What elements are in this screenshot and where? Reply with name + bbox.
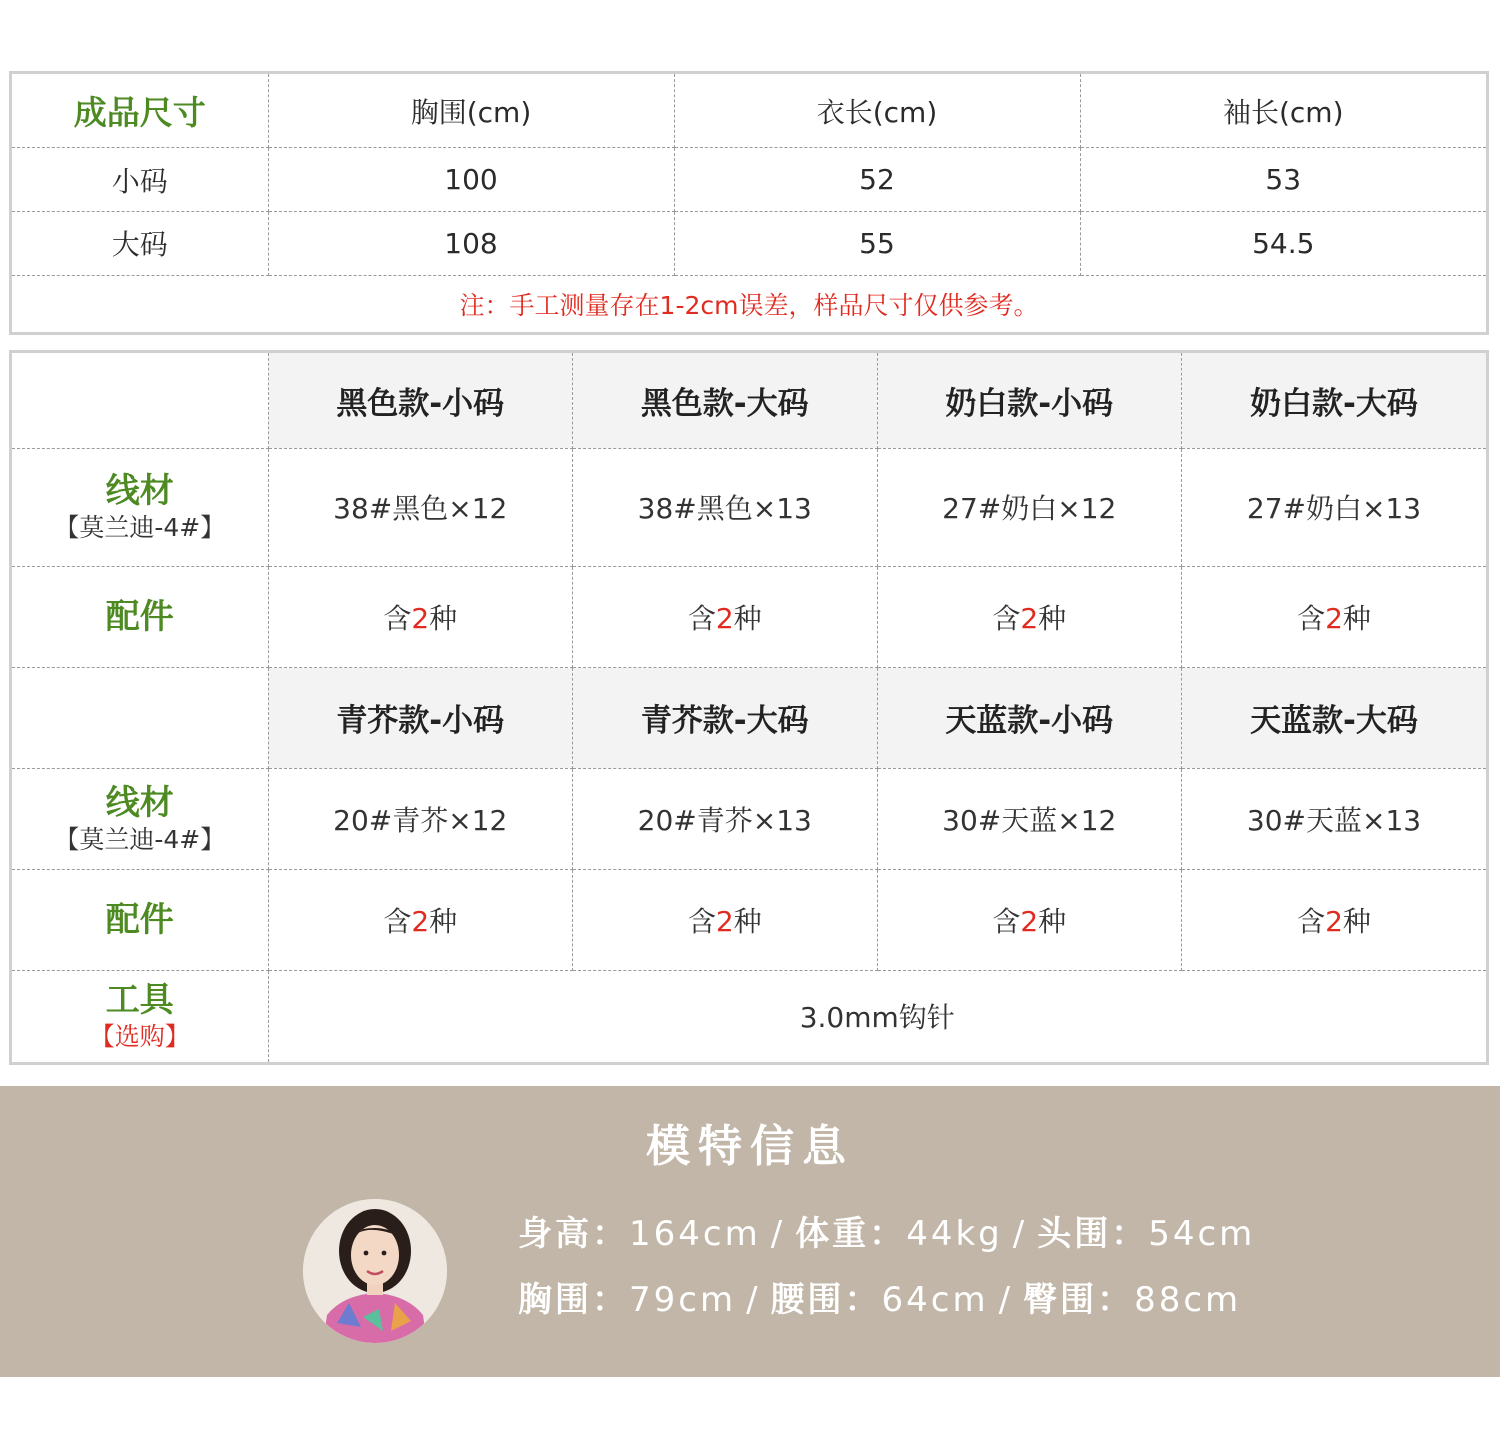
size-header-row [12, 74, 1486, 148]
accessory-label-cell [12, 566, 268, 667]
bust-value: 100 [268, 148, 674, 212]
model-info-line-2 [518, 1280, 1255, 1320]
length-value: 52 [674, 148, 1080, 212]
variant-header: 青芥款-小码 [268, 667, 573, 768]
yarn-row [12, 448, 1486, 566]
sleeve-header: 袖长(cm) [1080, 74, 1486, 148]
length-header: 衣长(cm) [674, 74, 1080, 148]
accessory-value: 含2种 [268, 869, 573, 970]
variant-header: 黑色款-大码 [573, 353, 878, 448]
separator: / [1012, 1214, 1028, 1254]
empty-cell [12, 667, 268, 768]
variant-header: 天蓝款-大码 [1182, 667, 1487, 768]
accessory-row [12, 869, 1486, 970]
yarn-label: 线材 [105, 471, 174, 511]
accessory-value: 含2种 [877, 869, 1182, 970]
yarn-label-cell [12, 448, 268, 566]
separator: / [746, 1280, 761, 1320]
material-table [9, 350, 1489, 1065]
variant-header: 黑色款-小码 [268, 353, 573, 448]
length-value: 55 [674, 212, 1080, 276]
variant-header-row [12, 353, 1486, 448]
head-value: 54cm [1148, 1214, 1256, 1254]
variant-header: 奶白款-大码 [1182, 353, 1487, 448]
accessory-label: 配件 [105, 899, 174, 940]
height-value: 164cm [629, 1214, 761, 1254]
size-name: 小码 [12, 148, 268, 212]
yarn-sublabel: 【莫兰迪-4#】 [54, 513, 226, 542]
yarn-sublabel: 【莫兰迪-4#】 [54, 824, 226, 854]
bust-value: 108 [268, 212, 674, 276]
separator: / [998, 1280, 1014, 1320]
yarn-value: 30#天蓝×13 [1182, 768, 1487, 869]
yarn-row [12, 768, 1486, 869]
accessory-value: 含2种 [1182, 566, 1487, 667]
bust-label: 胸围： [518, 1280, 629, 1320]
yarn-label: 线材 [105, 782, 174, 823]
accessory-value: 含2种 [877, 566, 1182, 667]
accessory-row [12, 566, 1486, 667]
yarn-value: 27#奶白×13 [1182, 448, 1487, 566]
accessory-value: 含2种 [573, 869, 878, 970]
waist-label: 腰围： [770, 1280, 882, 1320]
accessory-value: 含2种 [573, 566, 878, 667]
variant-header: 奶白款-小码 [877, 353, 1182, 448]
accessory-value: 含2种 [268, 566, 573, 667]
weight-value: 44kg [906, 1214, 1003, 1254]
measurement-note: 注：手工测量存在1-2cm误差，样品尺寸仅供参考。 [12, 275, 1486, 332]
hip-label: 臀围： [1023, 1280, 1135, 1320]
separator: / [770, 1214, 786, 1254]
sleeve-value: 54.5 [1080, 212, 1486, 276]
size-name: 大码 [12, 212, 268, 276]
tool-row [12, 970, 1486, 1062]
waist-value: 64cm [881, 1280, 989, 1320]
bust-value: 79cm [629, 1280, 737, 1320]
empty-cell [12, 353, 268, 448]
accessory-label-cell [12, 869, 268, 970]
bust-header: 胸围(cm) [268, 74, 674, 148]
weight-label: 体重： [795, 1214, 907, 1254]
note-row [12, 275, 1486, 332]
table-row [12, 212, 1486, 276]
yarn-label-cell [12, 768, 268, 869]
tool-sublabel: 【选购】 [89, 1022, 190, 1052]
tool-value: 3.0mm钩针 [268, 970, 1486, 1062]
variant-header-row [12, 667, 1486, 768]
model-info-line-1 [518, 1214, 1255, 1254]
model-photo-icon [303, 1199, 447, 1343]
hip-value: 88cm [1134, 1280, 1242, 1320]
variant-header: 天蓝款-小码 [877, 667, 1182, 768]
variant-header: 青芥款-大码 [573, 667, 878, 768]
model-avatar [303, 1199, 447, 1343]
tool-label: 工具 [105, 980, 174, 1021]
yarn-value: 30#天蓝×12 [877, 768, 1182, 869]
table-row [12, 148, 1486, 212]
size-table [9, 71, 1489, 335]
yarn-value: 20#青芥×13 [573, 768, 878, 869]
yarn-value: 20#青芥×12 [268, 768, 573, 869]
accessory-value: 含2种 [1182, 869, 1487, 970]
yarn-value: 38#黑色×12 [268, 448, 573, 566]
sleeve-value: 53 [1080, 148, 1486, 212]
head-label: 头围： [1037, 1214, 1149, 1254]
size-table-title: 成品尺寸 [12, 74, 268, 148]
tool-label-cell [12, 970, 268, 1062]
model-measurements [518, 1214, 1255, 1320]
model-info-section [0, 1086, 1500, 1377]
height-label: 身高： [518, 1214, 629, 1254]
accessory-label: 配件 [105, 596, 174, 637]
model-info-title: 模特信息 [646, 1121, 854, 1172]
yarn-value: 27#奶白×12 [877, 448, 1182, 566]
yarn-value: 38#黑色×13 [573, 448, 878, 566]
